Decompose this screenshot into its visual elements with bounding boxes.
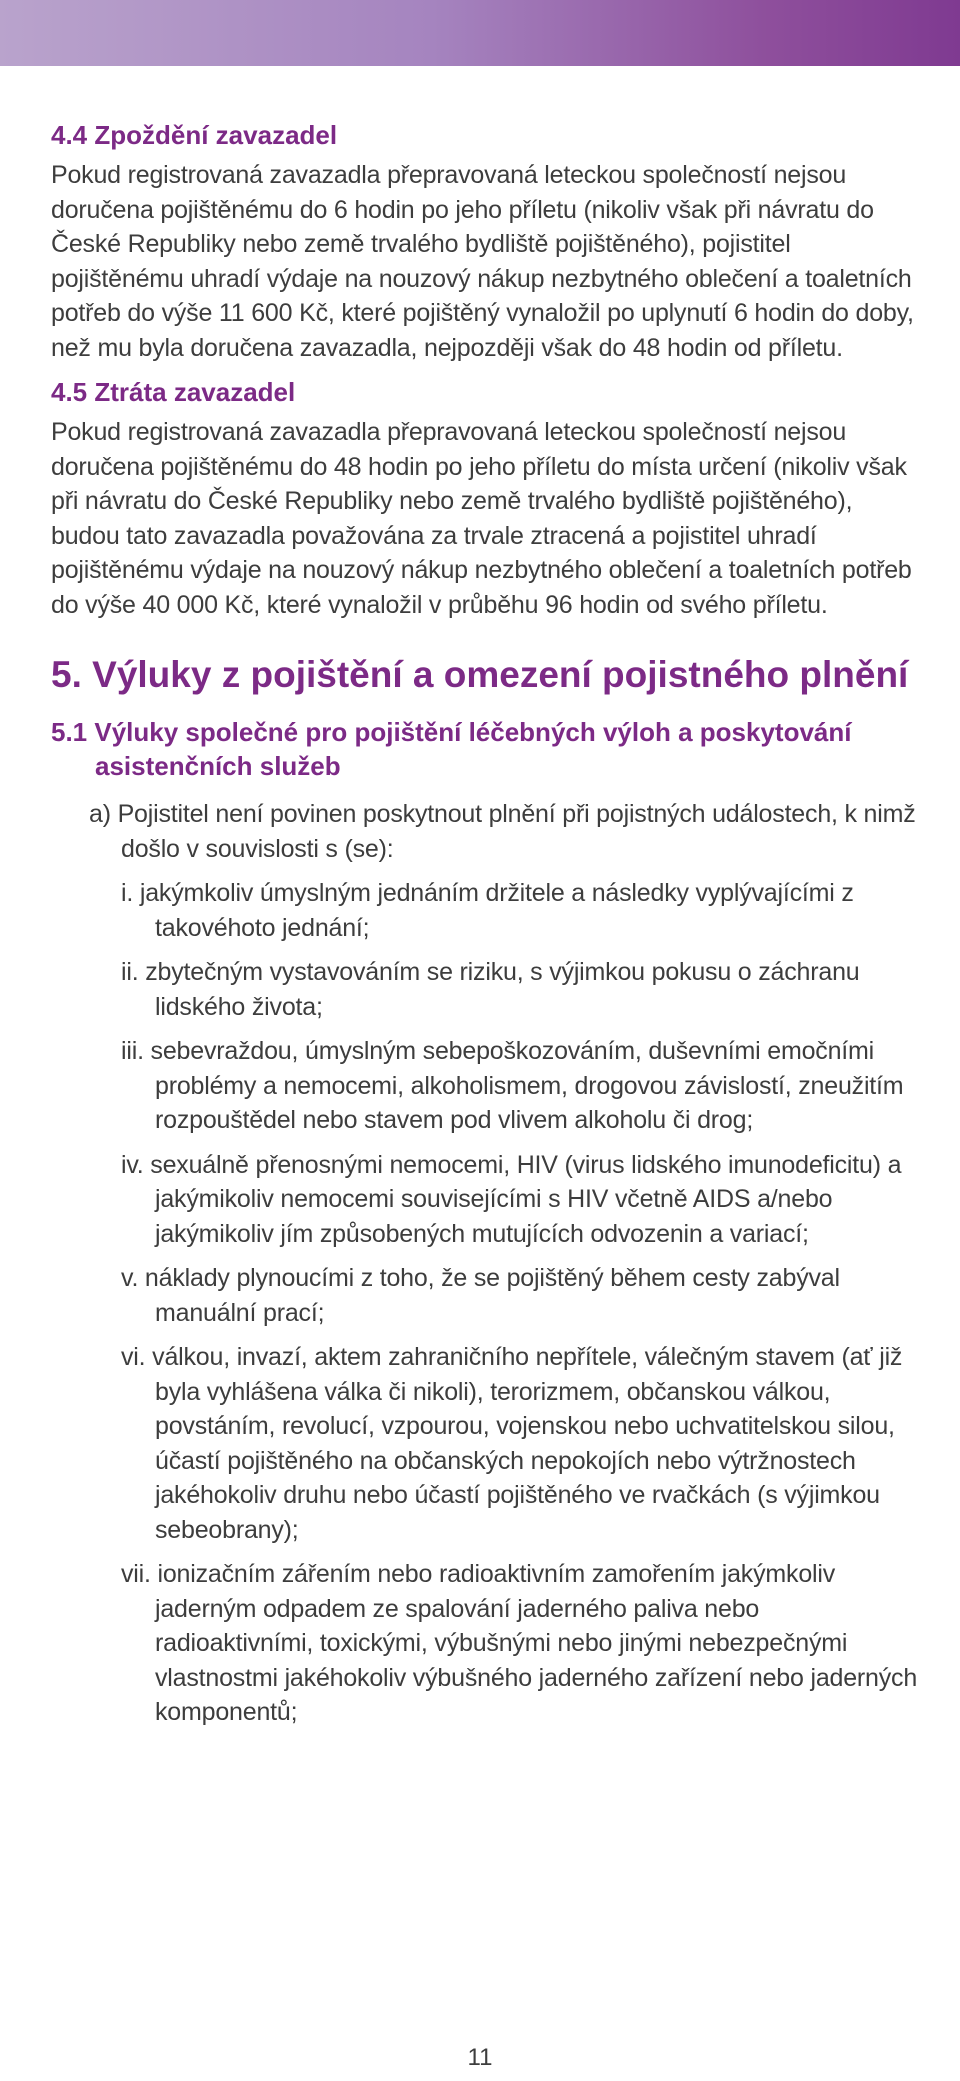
page-number: 11 <box>467 2044 493 2071</box>
list-item: iii. sebevraždou, úmyslným sebepoškozováním, duševními emočními problémy a nemocemi, alkoholismem, drogovou závislostí, zneužitím rozpouštědel nebo stavem pod vlivem alkoholu či drog; <box>121 1037 904 1134</box>
section-4-5-text: Pokud registrovaná zavazadla přepravovaná leteckou společností nejsou doručena pojištěnému do 48 hodin po jeho příletu do místa určení (nikoliv však při návratu do České Republiky nebo země trvalého bydliště pojištěného), budou tato zavazadla považována za trvale ztracená a pojistitel uhradí pojištěnému výdaje na nouzový nákup nezbytného oblečení a toaletních potřeb do výše 40 000 Kč, které vynaložil v průběhu 96 hodin od svého příletu. <box>51 418 912 619</box>
document-body <box>51 118 921 1740</box>
list-item: ii. zbytečným vystavováním se riziku, s výjimkou pokusu o záchranu lidského života; <box>121 958 860 1021</box>
header-decorative-band <box>0 0 960 66</box>
section-4-4-heading: 4.4 Zpoždění zavazadel <box>51 120 338 150</box>
list-item: vi. válkou, invazí, aktem zahraničního nepřítele, válečným stavem (ať již byla vyhlášena válka či nikoli), terorizmem, občanskou válkou, povstáním, revolucí, vzpourou, vojenskou nebo uchvatitelskou silou, účastí pojištěného na občanských nepokojích nebo výtržnostech jakéhokoliv druhu nebo účastí pojištěného ve rvačkách (s výjimkou sebeobrany); <box>121 1343 903 1544</box>
exclusion-item-a: a) Pojistitel není povinen poskytnout plnění při pojistných událostech, k nimž došlo v souvislosti s (se): <box>89 800 916 863</box>
exclusion-list <box>121 876 921 1730</box>
list-item: vii. ionizačním zářením nebo radioaktivním zamořením jakýmkoliv jaderným odpadem ze spalování jaderného paliva nebo radioaktivními, toxickými, výbušnými nebo jinými nebezpečnými vlastnostmi jakéhokoliv výbušného jaderného zařízení nebo jaderných komponentů; <box>121 1560 918 1726</box>
section-5-heading: 5. Výluky z pojištění a omezení pojistného plnění <box>51 654 909 695</box>
section-4-4-text: Pokud registrovaná zavazadla přepravovaná leteckou společností nejsou doručena pojištěnému do 6 hodin po jeho příletu (nikoliv však při návratu do České Republiky nebo země trvalého bydliště pojištěného), pojistitel pojištěnému uhradí výdaje na nouzový nákup nezbytného oblečení a toaletních potřeb do výše 11 600 Kč, které pojištěný vynaložil po uplynutí 6 hodin do doby, než mu byla doručena zavazadla, nejpozději však do 48 hodin od příletu. <box>51 161 914 362</box>
list-item: iv. sexuálně přenosnými nemocemi, HIV (virus lidského imunodeficitu) a jakýmikoliv nemocemi souvisejícími s HIV včetně AIDS a/nebo jakýmikoliv jím způsobených mutujících odvozenin a variací; <box>121 1150 902 1248</box>
section-5-1-heading: 5.1 Výluky společné pro pojištění léčebných výloh a poskytování asistenčních služeb <box>51 717 852 781</box>
list-item: i. jakýmkoliv úmyslným jednáním držitele a následky vyplývajícími z takovéhoto jednání; <box>121 879 854 942</box>
section-4-5-heading: 4.5 Ztráta zavazadel <box>51 377 296 407</box>
list-item: v. náklady plynoucími z toho, že se pojištěný během cesty zabýval manuální prací; <box>121 1264 840 1327</box>
